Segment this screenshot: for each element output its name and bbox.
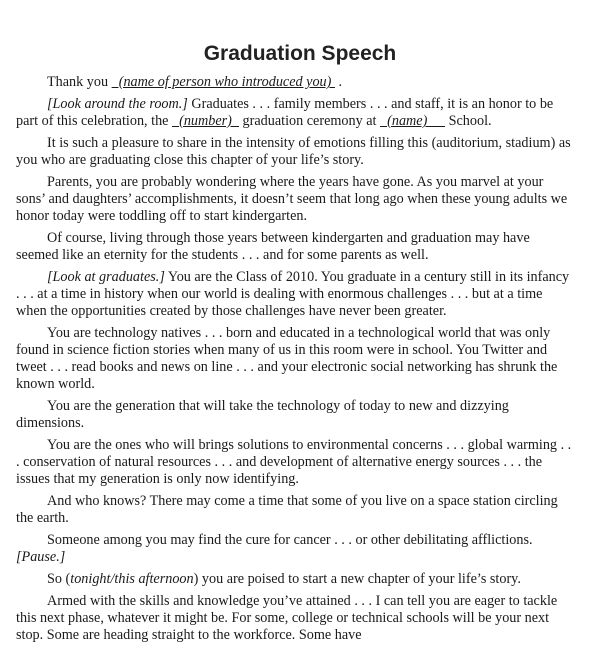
text: Someone among you may find the cure for cancer . . . or other debilitating afflictions. [47,532,533,548]
paragraph-greeting [16,96,572,130]
paragraph-thanks [16,74,572,91]
blank-number: (number) [172,113,239,129]
text: School. [445,113,492,129]
blank-introducer-name: (name of person who introduced you) [111,74,335,90]
stage-direction: [Look around the room.] [47,96,188,112]
paragraph: Parents, you are probably wondering where the years have gone. As you marvel at your sons’ and daughters’ accomplishments, it doesn’t seem that long ago when these young adults we honor today were toddling off to start kindergarten. [16,174,568,224]
paragraph: You are technology natives . . . born and educated in a technological world that was only found in science fiction stories when many of us in this room were in school. You Twitter and tweet . . . read books and news on line . . . and your electronic social networking has shrunk the known world. [16,325,558,392]
stage-direction: [Pause.] [16,549,66,565]
paragraph-class [16,269,572,320]
paragraph: You are the generation that will take the technology of today to new and dizzying dimensions. [16,398,509,431]
speech-body [16,74,572,649]
text: So ( [47,571,71,587]
paragraph-cure [16,532,572,566]
blank-school-name: (name) [380,113,446,129]
text: You are the Class of 2010. You graduate in a century still in its infancy . . . at a time in history when our world is dealing with enormous challenges . . . but at a time when the opportunities created by those challenges have never been greater. [16,269,570,319]
paragraph: It is such a pleasure to share in the intensity of emotions filling this (auditorium, stadium) as you who are graduating close this chapter of your life’s story. [16,135,571,168]
paragraph: You are the ones who will brings solutions to environmental concerns . . . global warming . . . conservation of natural resources . . . and development of alternative energy sources . . . the issues that my generation is only now identifying. [16,437,572,487]
time-placeholder: tonight/this afternoon [70,571,194,587]
text: graduation ceremony at [239,113,381,129]
paragraph: Of course, living through those years between kindergarten and graduation may have seemed like an eternity for the students . . . and for some parents as well. [16,230,530,263]
text: Thank you [47,74,112,90]
text: ) you are poised to start a new chapter of your life’s story. [193,571,521,587]
page-title: Graduation Speech [203,42,397,65]
text: Graduates . . . family members . . . and staff, it is an honor to be part of this celebration, the [16,96,554,129]
paragraph-new-chapter [16,571,572,588]
paragraph: Armed with the skills and knowledge you’ve attained . . . I can tell you are eager to tackle this next phase, whatever it might be. For some, college or technical schools will be your next stop. Some are heading straight to the workforce. Some have [16,593,558,643]
paragraph: And who knows? There may come a time that some of you live on a space station circling the earth. [16,493,558,526]
text: . [334,74,343,90]
stage-direction: [Look at graduates.] [47,269,165,285]
